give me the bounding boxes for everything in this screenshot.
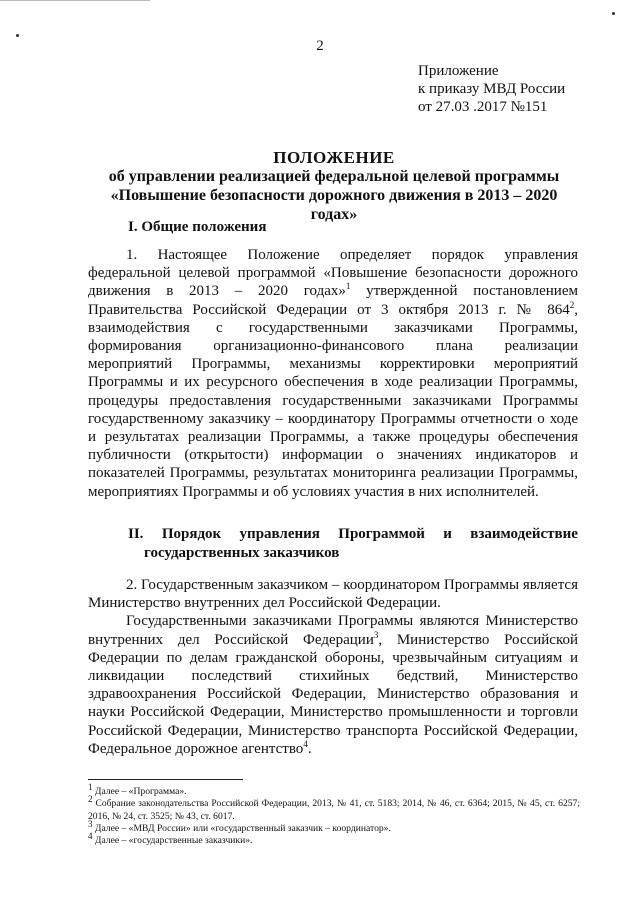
footnote-item	[88, 781, 580, 798]
title-subheading: об управлении реализацией федеральной целевой программы	[108, 168, 560, 185]
footnote-ref: 3	[373, 629, 379, 640]
scan-artifact-dot	[612, 12, 615, 15]
document-title	[90, 148, 578, 224]
paragraph-text: 1. Настоящее Положение определяет порядок управления федеральной целевой программой «Повышение безопасности дорожного движения в 2013 – 2020 годах»	[88, 247, 578, 300]
paragraph-3	[88, 612, 578, 758]
paragraph-text: .	[307, 740, 312, 757]
footnotes	[88, 781, 580, 847]
section-heading-general: I. Общие положения	[128, 219, 267, 235]
footnote-number: 2	[88, 794, 93, 805]
footnote-item	[88, 794, 580, 823]
scan-artifact-dot	[16, 34, 19, 37]
paragraph-1	[88, 246, 578, 501]
paragraph-text: , взаимодействия с государственными заказчиками Программы, формирования организационно-финансового плана реализации мероприятий Программы, механизмы корректировки мероприятий Программы и их ресурсного обеспечения в ходе реализации Программы, процедуры предоставления государственными заказчиками Программы государственному заказчику – координатору Программы отчетности о ходе и результатах реализации Программы, а также процедуры обеспечения публичности (открытости) информации о значениях индикаторов и показателей Программы, результатах мониторинга реализации Программы, мероприятиях Программы и об условиях участия в них исполнителей.	[88, 301, 578, 500]
footnote-number: 1	[88, 781, 93, 792]
footnote-text: Собрание законодательства Российской Федерации, 2013, № 41, ст. 5183; 2014, № 46, ст. 6364; 2015, № 45, ст. 6257; 2016, № 24, ст. 3525; № 43, ст. 6017.	[88, 798, 580, 822]
section-word: Порядок	[161, 526, 222, 542]
paragraph-text: утвержденной постановлением Правительства Российской Федерации от 3 октября 2013 г. № 864	[88, 283, 578, 318]
section-heading-line2: государственных заказчиков	[144, 545, 340, 561]
section-word: взаимодействие	[470, 526, 578, 542]
appendix-block	[418, 62, 565, 116]
paragraph-text: Государственными заказчиками Программы являются Министерство внутренних дел Российской Федерации	[88, 613, 578, 648]
paragraph-2: 2. Государственным заказчиком – координатором Программы является Министерство внутренних дел Российской Федерации.	[88, 577, 578, 612]
appendix-date-line: от 27.03 .2017 №151	[418, 99, 548, 115]
footnote-ref: 4	[303, 738, 308, 749]
footnote-number: 3	[88, 818, 93, 829]
footnote-text: Далее – «МВД России» или «государственный заказчик – координатор».	[92, 822, 391, 834]
section-number: II.	[128, 526, 144, 542]
paragraph-text: , Министерство Российской Федерации по делам гражданской обороны, чрезвычайным ситуациям и ликвидации последствий стихийных бедствий, Министерство здравоохранения Российской Федерации, Министерство образования и науки Российской Федерации, Министерство промышленности и торговли Российской Федерации, Министерство транспорта Российской Федерации, Федеральное дорожное агентство	[88, 631, 578, 757]
title-subheading: «Повышение безопасности дорожного движения в 2013 – 2020 годах»	[110, 187, 558, 223]
section-word: и	[443, 526, 452, 542]
footnote-item	[88, 831, 580, 847]
footnote-ref: 1	[345, 281, 351, 292]
paragraphs-2-3	[88, 576, 578, 758]
footnote-number: 4	[88, 831, 93, 841]
title-heading: ПОЛОЖЕНИЕ	[273, 148, 395, 167]
page-number: 2	[316, 38, 324, 54]
appendix-line: Приложение	[418, 63, 499, 79]
scan-artifact	[0, 0, 150, 1]
section-word: Программой	[338, 526, 425, 542]
footnote-ref: 2	[569, 299, 575, 310]
footnote-separator	[88, 779, 243, 780]
footnote-text: Далее – «Программа».	[92, 786, 187, 797]
section-heading-management	[128, 525, 578, 563]
section-word: управления	[239, 526, 320, 542]
footnote-text: Далее – «государственные заказчики».	[92, 835, 253, 847]
appendix-line: к приказу МВД России	[418, 81, 566, 97]
footnote-item	[88, 818, 580, 835]
